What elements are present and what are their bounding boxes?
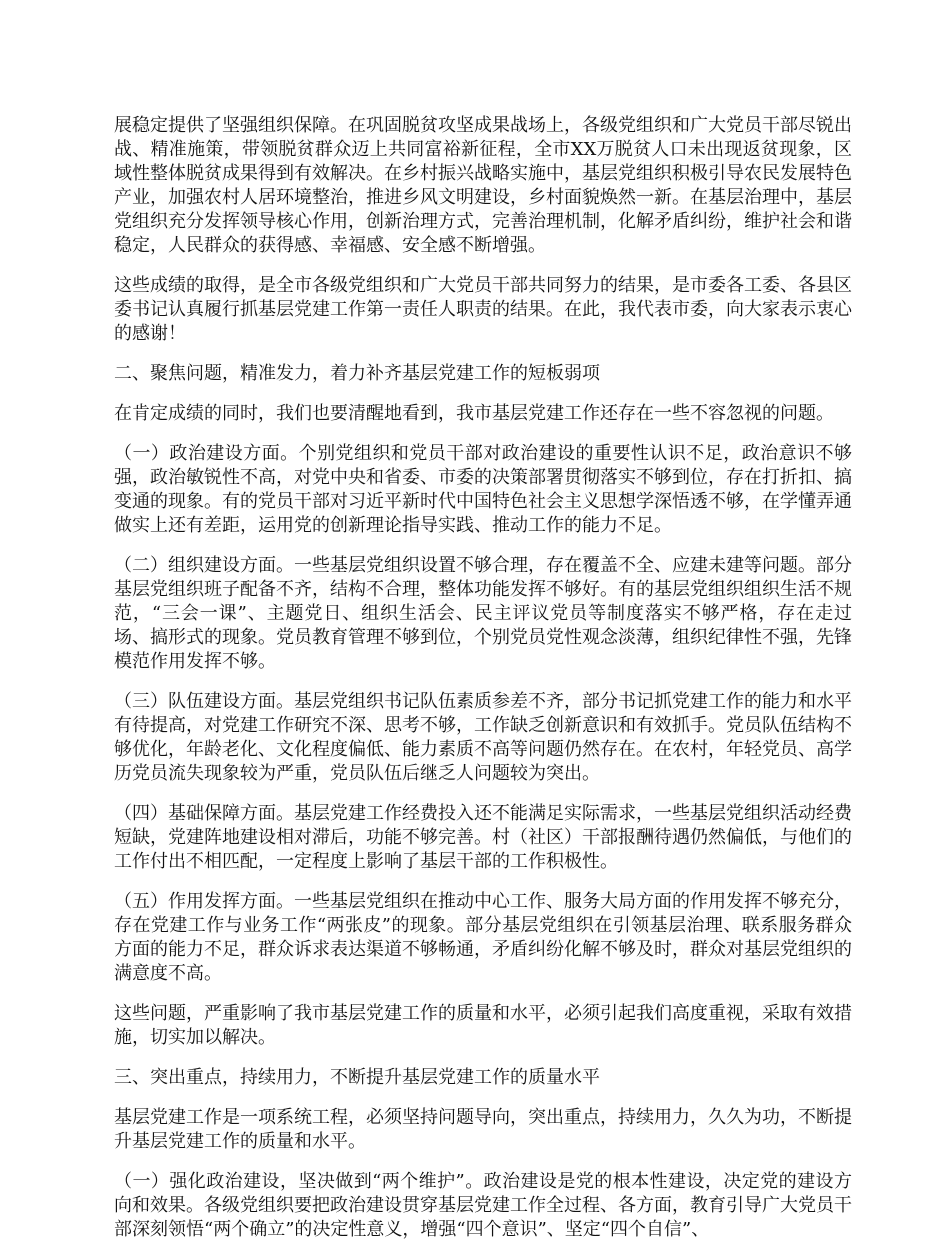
paragraph-problems-intro: 在肯定成绩的同时，我们也要清醒地看到，我市基层党建工作还存在一些不容忽视的问题。 — [114, 403, 834, 424]
paragraph-organization-construction: （二）组织建设方面。一些基层党组织设置不够合理，存在覆盖不全、应建未建等问题。部分基层党组织班子配备不齐，结构不合理，整体功能发挥不够好。有的基层党组织组织生活不规范，“三会一课”、主题党日、组织生活会、民主评议党员等制度落实不够严格，存在走过场、搞形式的现象。党员教育管理不够到位，个别党员党性观念淡薄，组织纪律性不强，先锋模范作用发挥不够。 — [114, 555, 852, 672]
paragraph-strengthen-politics: （一）强化政治建设，坚决做到“两个维护”。政治建设是党的根本性建设，决定党的建设方向和效果。各级党组织要把政治建设贯穿基层党建工作全过程、各方面，教育引导广大党员干部深刻领悟“两个确立”的决定性意义，增强“四个意识”、坚定“四个自信”、 — [114, 1171, 852, 1240]
paragraph-political-construction: （一）政治建设方面。个别党组织和党员干部对政治建设的重要性认识不足，政治意识不够强，政治敏锐性不高，对党中央和省委、市委的决策部署贯彻落实不够到位，存在打折扣、搞变通的现象。有的党员干部对习近平新时代中国特色社会主义思想学深悟透不够，在学懂弄通做实上还有差距，运用党的创新理论指导实践、推动工作的能力不足。 — [114, 443, 852, 536]
paragraph-system-engineering: 基层党建工作是一项系统工程，必须坚持问题导向，突出重点，持续用力，久久为功，不断提升基层党建工作的质量和水平。 — [114, 1107, 852, 1152]
document-body — [114, 114, 852, 1258]
paragraph-role-play: （五）作用发挥方面。一些基层党组织在推动中心工作、服务大局方面的作用发挥不够充分，存在党建工作与业务工作“两张皮”的现象。部分基层党组织在引领基层治理、联系服务群众方面的能力不足，群众诉求表达渠道不够畅通，矛盾纠纷化解不够及时，群众对基层党组织的满意度不高。 — [114, 891, 852, 984]
paragraph-thanks: 这些成绩的取得，是全市各级党组织和广大党员干部共同努力的结果，是市委各工委、各县区委书记认真履行抓基层党建工作第一责任人职责的结果。在此，我代表市委，向大家表示衷心的感谢！ — [114, 275, 852, 344]
paragraph-team-construction: （三）队伍建设方面。基层党组织书记队伍素质参差不齐，部分书记抓党建工作的能力和水平有待提高，对党建工作研究不深、思考不够，工作缺乏创新意识和有效抓手。党员队伍结构不够优化，年龄老化、文化程度偏低、能力素质不高等问题仍然存在。在农村，年轻党员、高学历党员流失现象较为严重，党员队伍后继乏人问题较为突出。 — [114, 691, 852, 784]
paragraph-intro-achievements: 展稳定提供了坚强组织保障。在巩固脱贫攻坚成果战场上，各级党组织和广大党员干部尽锐出战、精准施策，带领脱贫群众迈上共同富裕新征程，全市XX万脱贫人口未出现返贫现象，区域性整体脱贫成果得到有效解决。在乡村振兴战略实施中，基层党组织积极引导农民发展特色产业，加强农村人居环境整治，推进乡风文明建设，乡村面貌焕然一新。在基层治理中，基层党组织充分发挥领导核心作用，创新治理方式，完善治理机制，化解矛盾纠纷，维护社会和谐稳定，人民群众的获得感、幸福感、安全感不断增强。 — [114, 115, 852, 256]
section-heading-2: 二、聚焦问题，精准发力，着力补齐基层党建工作的短板弱项 — [114, 363, 600, 384]
paragraph-basic-guarantee: （四）基础保障方面。基层党建工作经费投入还不能满足实际需求，一些基层党组织活动经费短缺，党建阵地建设相对滞后，功能不够完善。村（社区）干部报酬待遇仍然偏低，与他们的工作付出不相匹配，一定程度上影响了基层干部的工作积极性。 — [114, 803, 852, 872]
section-heading-3: 三、突出重点，持续用力，不断提升基层党建工作的质量水平 — [114, 1067, 600, 1088]
paragraph-problems-summary: 这些问题，严重影响了我市基层党建工作的质量和水平，必须引起我们高度重视，采取有效措施，切实加以解决。 — [114, 1003, 852, 1048]
